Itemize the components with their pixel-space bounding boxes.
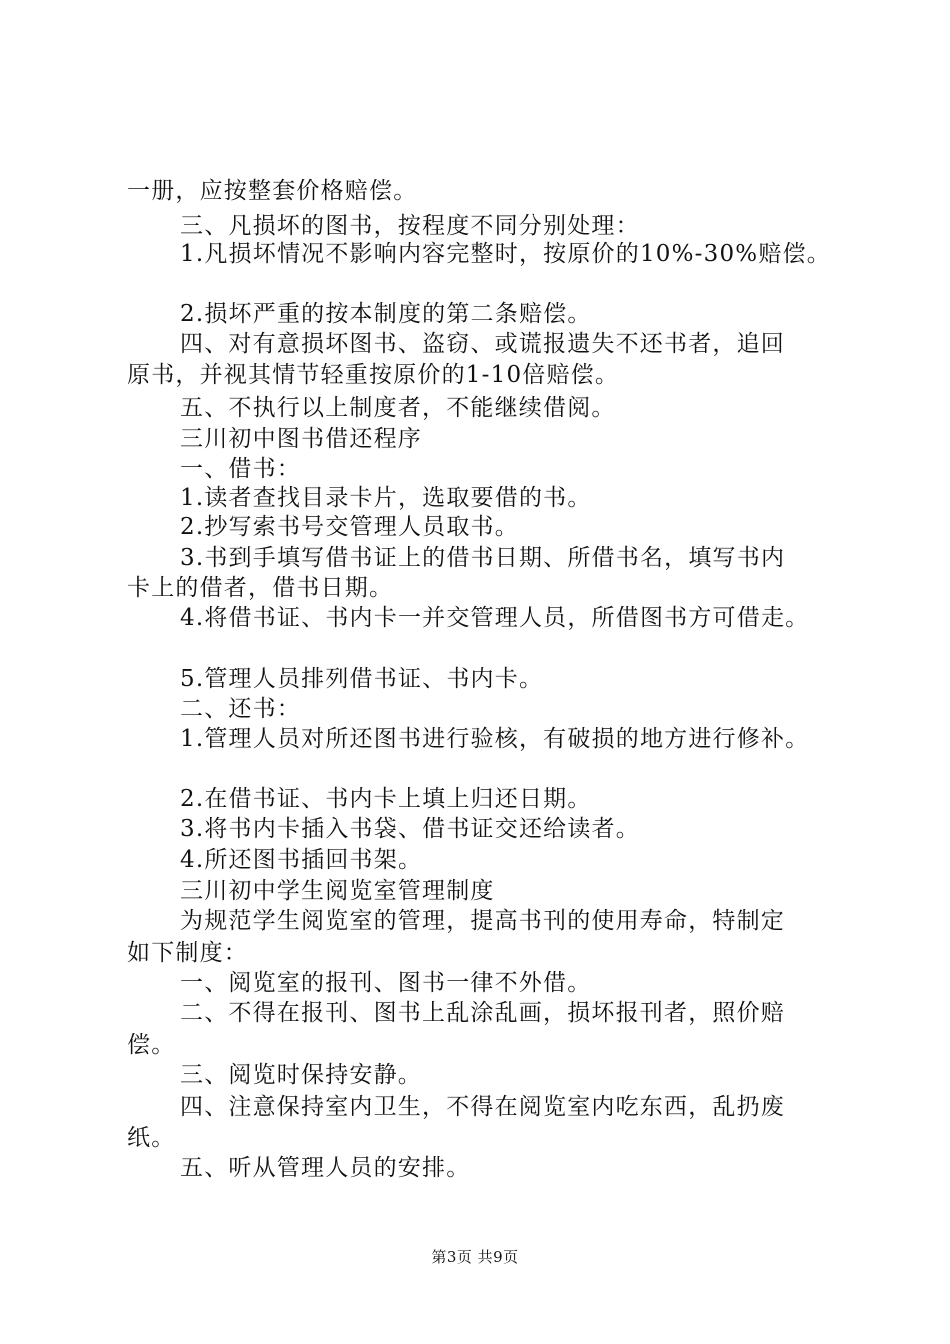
text-line: 4.所还图书插回书架。 bbox=[180, 847, 423, 873]
text-line: 一、阅览室的报刊、图书一律不外借。 bbox=[180, 970, 592, 996]
text-line: 三川初中学生阅览室管理制度 bbox=[180, 878, 495, 904]
text-line: 一册，应按整套价格赔偿。 bbox=[127, 178, 418, 204]
text-line: 三、凡损坏的图书，按程度不同分别处理： bbox=[180, 213, 640, 239]
text-line: 为规范学生阅览室的管理，提高书刊的使用寿命，特制定 bbox=[180, 908, 785, 934]
text-line: 三、阅览时保持安静。 bbox=[180, 1062, 422, 1088]
text-line: 2.在借书证、书内卡上填上归还日期。 bbox=[180, 786, 592, 812]
text-line: 四、注意保持室内卫生，不得在阅览室内吃东西，乱扔废 bbox=[180, 1094, 785, 1120]
text-line: 三川初中图书借还程序 bbox=[180, 426, 422, 452]
text-line: 4.将借书证、书内卡一并交管理人员，所借图书方可借走。 bbox=[180, 605, 810, 631]
text-line: 3.将书内卡插入书袋、借书证交还给读者。 bbox=[180, 816, 640, 842]
text-line: 2.抄写索书号交管理人员取书。 bbox=[180, 514, 519, 540]
text-line: 五、听从管理人员的安排。 bbox=[180, 1155, 471, 1181]
text-line: 5.管理人员排列借书证、书内卡。 bbox=[180, 666, 544, 692]
text-line: 原书，并视其情节轻重按原价的1-10倍赔偿。 bbox=[127, 362, 620, 388]
text-line: 一、借书： bbox=[180, 456, 301, 482]
text-line: 卡上的借者，借书日期。 bbox=[127, 575, 394, 601]
text-line: 1.管理人员对所还图书进行验核，有破损的地方进行修补。 bbox=[180, 726, 810, 752]
text-line: 四、对有意损坏图书、盗窃、或谎报遗失不还书者，追回 bbox=[180, 331, 785, 357]
text-line: 1.凡损坏情况不影响内容完整时，按原价的10%-30%赔偿。 bbox=[180, 241, 831, 267]
page-footer: 第3页 共9页 bbox=[431, 1248, 519, 1266]
text-line: 二、还书： bbox=[180, 696, 301, 722]
text-line: 五、不执行以上制度者，不能继续借阅。 bbox=[180, 395, 616, 421]
text-line: 3.书到手填写借书证上的借书日期、所借书名，填写书内 bbox=[180, 545, 786, 571]
text-line: 偿。 bbox=[127, 1032, 176, 1058]
text-line: 2.损坏严重的按本制度的第二条赔偿。 bbox=[180, 301, 592, 327]
text-line: 纸。 bbox=[127, 1125, 176, 1151]
text-line: 如下制度： bbox=[127, 940, 248, 966]
text-line: 二、不得在报刊、图书上乱涂乱画，损坏报刊者，照价赔 bbox=[180, 1000, 785, 1026]
text-line: 1.读者查找目录卡片，选取要借的书。 bbox=[180, 485, 592, 511]
